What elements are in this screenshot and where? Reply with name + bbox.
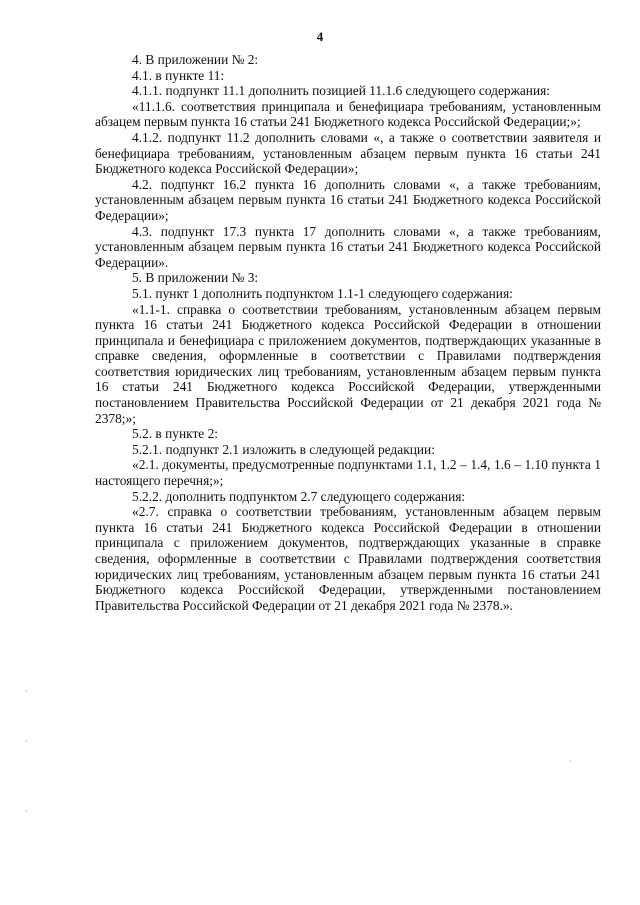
scan-speck — [26, 740, 27, 742]
paragraph-5-1: 5.1. пункт 1 дополнить подпунктом 1.1-1 следующего содержания: — [132, 285, 513, 301]
paragraph-2-7-quote: «2.7. справка о соответствии требованиям, установленным абзацем первым пункта 16 статьи 241 Бюджетного кодекса Российской Федерации в отношении принципала с приложением документов, подтверждающих указанные в справке сведения, оформленные в соответствии с Правилами подтверждения соответствия юридических лиц требованиям, установленным абзацем первым пункта 16 статьи 241 Бюджетного кодекса Российской Федерации, утвержденными постановлением Правительства Российской Федерации от 21 декабря 2021 года № 2378.». — [95, 504, 601, 613]
page-number: 4 — [316, 29, 324, 44]
paragraph-5-2: 5.2. в пункте 2: — [132, 426, 219, 442]
scan-speck — [570, 760, 571, 762]
document-body — [95, 52, 601, 613]
paragraph-1-1-1-quote: «1.1-1. справка о соответствии требованиям, установленным абзацем первым пункта 16 статьи 241 Бюджетного кодекса Российской Федерации в отношении принципала и бенефициара с приложением документов, подтверждающих указанные в справке сведения, оформленные в соответствии с Правилами подтверждения соответствия юридических лиц требованиям, установленным абзацем первым пункта 16 статьи 241 Бюджетного кодекса Российской Федерации, утвержденными постановлением Правительства Российской Федерации от 21 декабря 2021 года № 2378;»; — [95, 301, 601, 426]
paragraph-4-1-2: 4.1.2. подпункт 11.2 дополнить словами «, а также о соответствии заявителя и бенефициара требованиям, установленным абзацем первым пункта 16 статьи 241 Бюджетного кодекса Российской Федерации»; — [95, 129, 601, 177]
paragraph-5-heading: 5. В приложении № 3: — [132, 270, 259, 286]
paragraph-4-3: 4.3. подпункт 17.3 пункта 17 дополнить словами «, а также требованиям, установленным абзацем первым пункта 16 статьи 241 Бюджетного кодекса Российской Федерации». — [95, 223, 601, 270]
paragraph-4-heading: 4. В приложении № 2: — [132, 52, 259, 67]
paragraph-4-2: 4.2. подпункт 16.2 пункта 16 дополнить словами «, а также требованиям, установленным абзацем первым пункта 16 статьи 241 Бюджетного кодекса Российской Федерации»; — [95, 176, 601, 223]
paragraph-4-1-1: 4.1.1. подпункт 11.1 дополнить позицией 11.1.6 следующего содержания: — [132, 83, 551, 99]
scan-speck — [26, 810, 27, 812]
paragraph-4-1: 4.1. в пункте 11: — [132, 67, 225, 83]
paragraph-5-2-2: 5.2.2. дополнить подпунктом 2.7 следующего содержания: — [132, 488, 466, 504]
paragraph-11-1-6-quote: «11.1.6. соответствия принципала и бенефициара требованиям, установленным абзацем первым пункта 16 статьи 241 Бюджетного кодекса Российской Федерации;»; — [95, 98, 601, 130]
scan-speck — [26, 690, 27, 692]
paragraph-5-2-1: 5.2.1. подпункт 2.1 изложить в следующей редакции: — [132, 441, 435, 457]
paragraph-2-1-quote: «2.1. документы, предусмотренные подпунктами 1.1, 1.2 – 1.4, 1.6 – 1.10 пункта 1 настоящего перечня;»; — [95, 457, 601, 489]
